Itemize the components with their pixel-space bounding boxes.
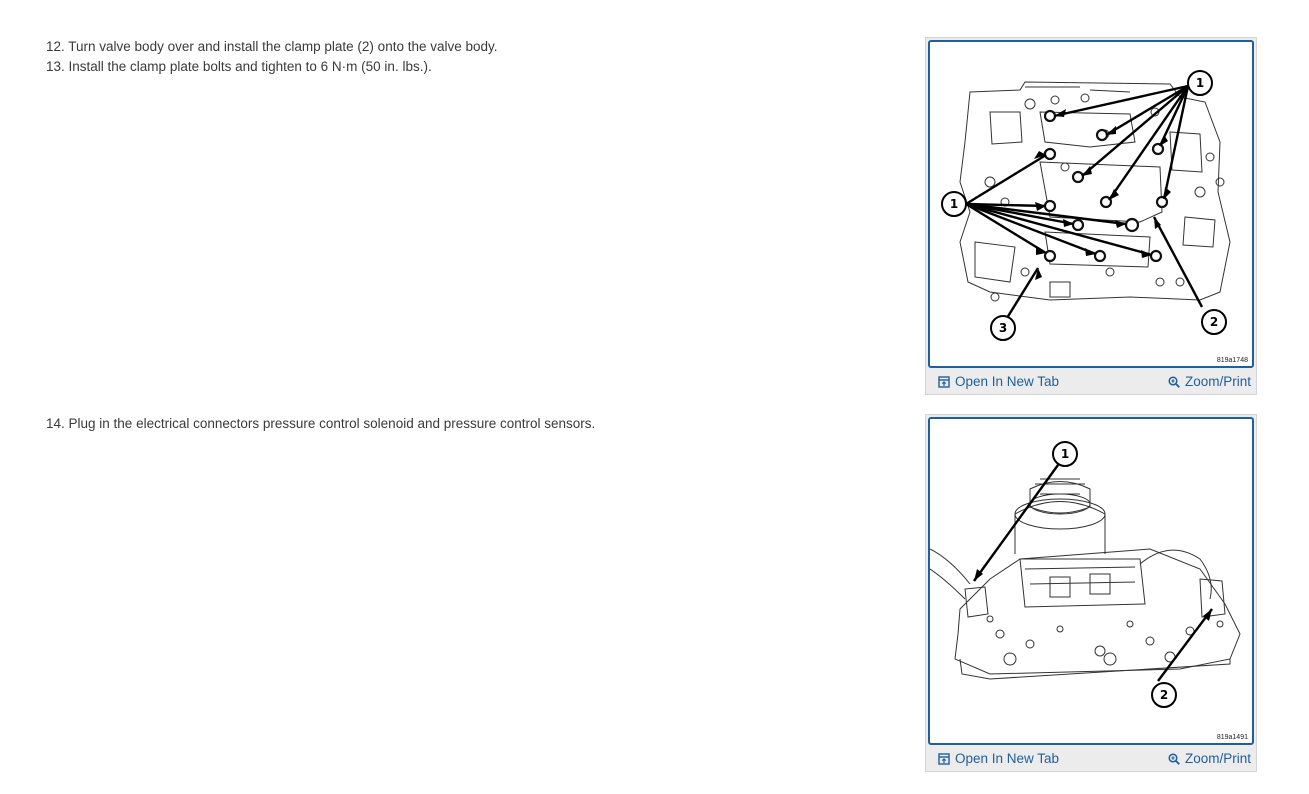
zoom-in-icon: [1168, 753, 1180, 765]
steps-14: [46, 414, 595, 434]
step-14: 14. Plug in the electrical connectors pressure control solenoid and pressure control sensors.: [46, 416, 596, 431]
open-in-new-tab-link[interactable]: [938, 751, 1059, 766]
callout-1-left: 1: [949, 197, 959, 211]
figure-toolbar: [926, 368, 1256, 394]
clamp-plate-illustration: [930, 42, 1254, 366]
figure-clamp-plate: [925, 37, 1257, 395]
callout-2: 2: [1209, 315, 1219, 329]
figure-connectors: [925, 414, 1257, 772]
zoom-print-label: Zoom/Print: [1184, 751, 1251, 766]
step-13: 13. Install the clamp plate bolts and tighten to 6 N·m (50 in. lbs.).: [46, 59, 432, 74]
step-12: 12. Turn valve body over and install the clamp plate (2) onto the valve body.: [46, 39, 498, 54]
open-in-new-tab-link[interactable]: [938, 374, 1059, 389]
zoom-print-link[interactable]: [1168, 374, 1251, 389]
callout-1: 1: [1060, 447, 1070, 461]
open-in-new-tab-label: Open In New Tab: [955, 374, 1060, 389]
zoom-in-icon: [1168, 376, 1180, 388]
callout-1-top: 1: [1195, 76, 1205, 90]
figure-toolbar: [926, 745, 1256, 771]
figure-frame[interactable]: [928, 417, 1254, 745]
callout-2: 2: [1159, 688, 1169, 702]
zoom-print-label: Zoom/Print: [1184, 374, 1251, 389]
figure-code: 819a1491: [1216, 734, 1248, 741]
open-tab-icon: [938, 376, 950, 388]
callout-3: 3: [998, 321, 1008, 335]
steps-12-13: [46, 37, 498, 77]
figure-code: 819a1748: [1216, 357, 1248, 364]
open-in-new-tab-label: Open In New Tab: [955, 751, 1060, 766]
open-tab-icon: [938, 753, 950, 765]
figure-frame[interactable]: [928, 40, 1254, 368]
zoom-print-link[interactable]: [1168, 751, 1251, 766]
connectors-illustration: [930, 419, 1254, 743]
